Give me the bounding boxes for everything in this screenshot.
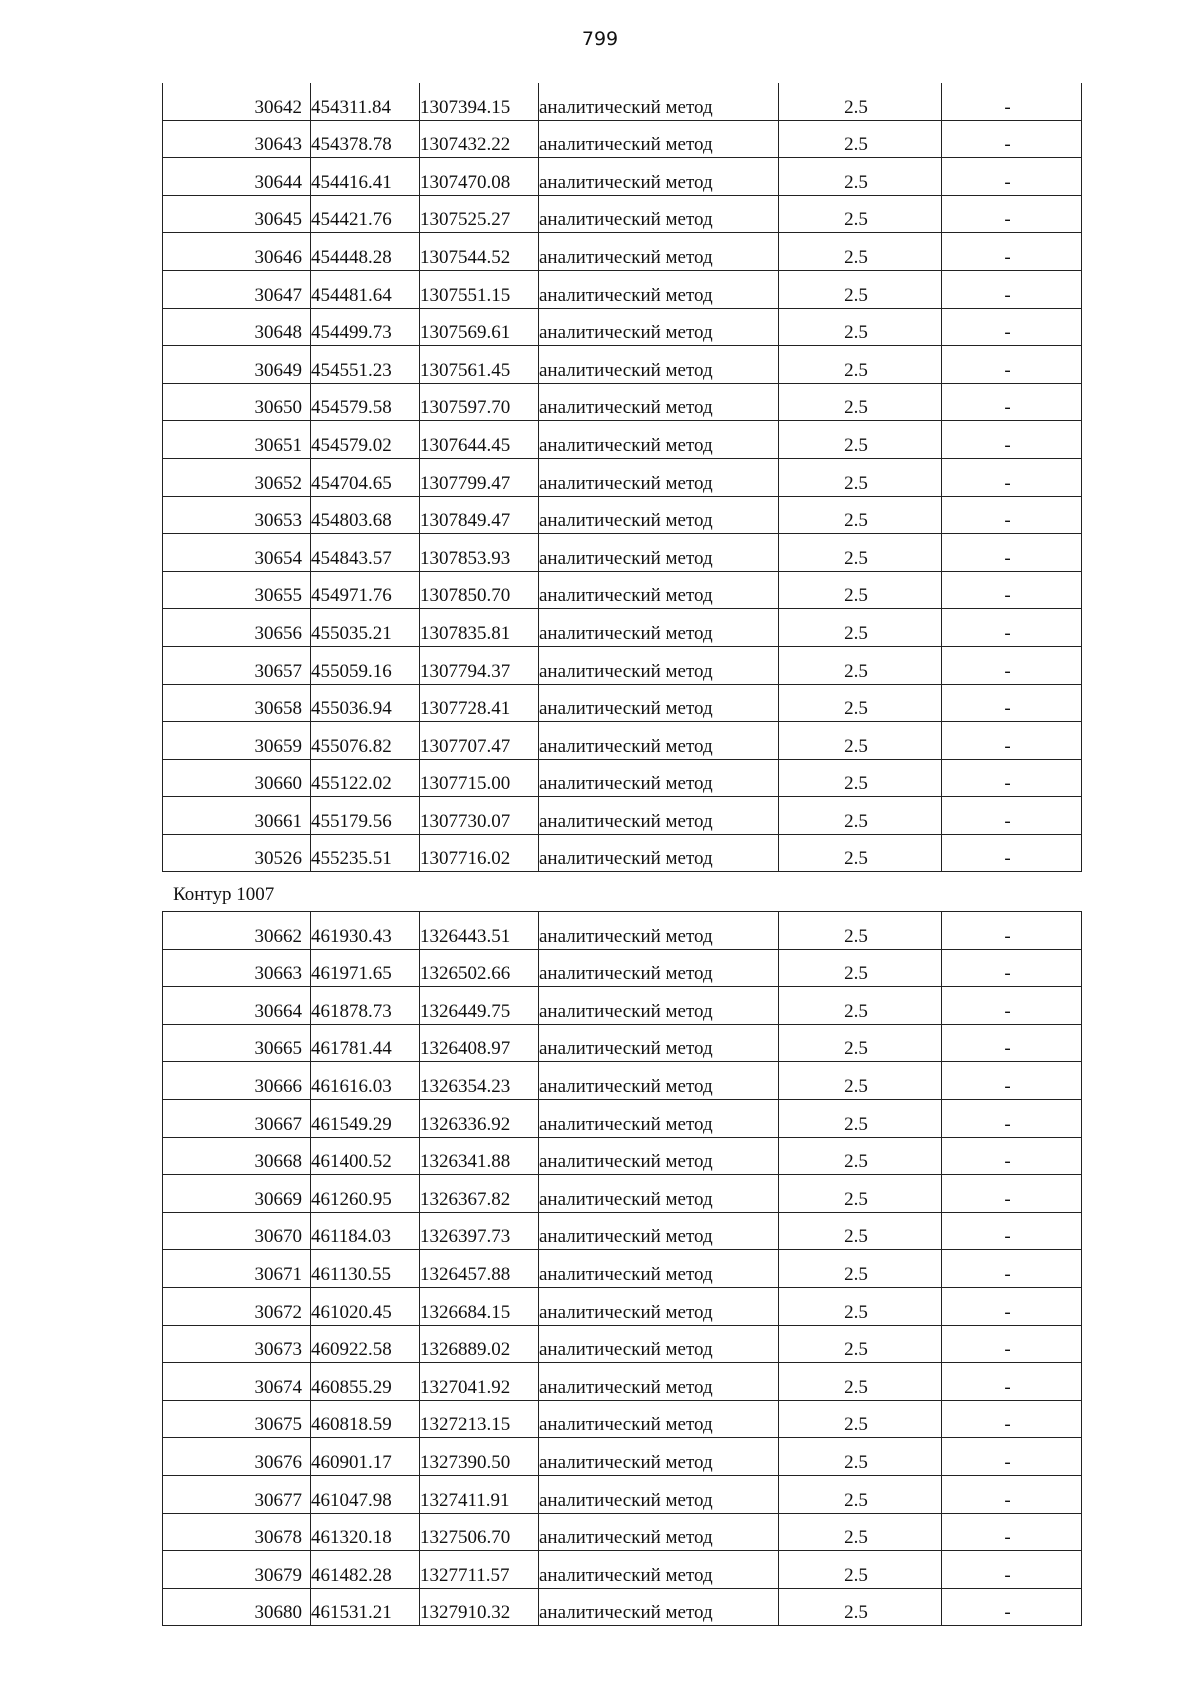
table-row bbox=[163, 797, 1082, 835]
x-coordinate-cell: 461531.21 bbox=[311, 1588, 420, 1626]
y-coordinate-cell: 1326397.73 bbox=[420, 1212, 539, 1250]
x-coordinate-cell: 461400.52 bbox=[311, 1137, 420, 1175]
note-cell: - bbox=[942, 308, 1082, 346]
table-row bbox=[163, 646, 1082, 684]
note-cell: - bbox=[942, 646, 1082, 684]
accuracy-cell: 2.5 bbox=[779, 1513, 942, 1551]
y-coordinate-cell: 1307544.52 bbox=[420, 233, 539, 271]
point-number-cell: 30674 bbox=[163, 1363, 311, 1401]
method-cell: аналитический метод bbox=[539, 1250, 779, 1288]
note-cell: - bbox=[942, 458, 1082, 496]
point-number-cell: 30675 bbox=[163, 1400, 311, 1438]
note-cell: - bbox=[942, 158, 1082, 196]
y-coordinate-cell: 1307569.61 bbox=[420, 308, 539, 346]
y-coordinate-cell: 1326457.88 bbox=[420, 1250, 539, 1288]
accuracy-cell: 2.5 bbox=[779, 722, 942, 760]
x-coordinate-cell: 460901.17 bbox=[311, 1438, 420, 1476]
method-cell: аналитический метод bbox=[539, 759, 779, 797]
accuracy-cell: 2.5 bbox=[779, 797, 942, 835]
method-cell: аналитический метод bbox=[539, 308, 779, 346]
y-coordinate-cell: 1326449.75 bbox=[420, 987, 539, 1025]
note-cell: - bbox=[942, 1099, 1082, 1137]
table-row bbox=[163, 1438, 1082, 1476]
y-coordinate-cell: 1307551.15 bbox=[420, 270, 539, 308]
point-number-cell: 30650 bbox=[163, 383, 311, 421]
x-coordinate-cell: 461930.43 bbox=[311, 912, 420, 950]
method-cell: аналитический метод bbox=[539, 1024, 779, 1062]
table-row bbox=[163, 1212, 1082, 1250]
accuracy-cell: 2.5 bbox=[779, 1099, 942, 1137]
y-coordinate-cell: 1327213.15 bbox=[420, 1400, 539, 1438]
accuracy-cell: 2.5 bbox=[779, 1212, 942, 1250]
note-cell: - bbox=[942, 1363, 1082, 1401]
point-number-cell: 30646 bbox=[163, 233, 311, 271]
method-cell: аналитический метод bbox=[539, 609, 779, 647]
method-cell: аналитический метод bbox=[539, 233, 779, 271]
accuracy-cell: 2.5 bbox=[779, 496, 942, 534]
table-row bbox=[163, 1513, 1082, 1551]
y-coordinate-cell: 1326443.51 bbox=[420, 912, 539, 950]
method-cell: аналитический метод bbox=[539, 571, 779, 609]
method-cell: аналитический метод bbox=[539, 1325, 779, 1363]
x-coordinate-cell: 454579.58 bbox=[311, 383, 420, 421]
accuracy-cell: 2.5 bbox=[779, 571, 942, 609]
note-cell: - bbox=[942, 1287, 1082, 1325]
x-coordinate-cell: 455122.02 bbox=[311, 759, 420, 797]
x-coordinate-cell: 461482.28 bbox=[311, 1551, 420, 1589]
point-number-cell: 30672 bbox=[163, 1287, 311, 1325]
x-coordinate-cell: 460855.29 bbox=[311, 1363, 420, 1401]
x-coordinate-cell: 461781.44 bbox=[311, 1024, 420, 1062]
note-cell: - bbox=[942, 346, 1082, 384]
table-row bbox=[163, 83, 1082, 120]
table-row bbox=[163, 609, 1082, 647]
x-coordinate-cell: 461320.18 bbox=[311, 1513, 420, 1551]
y-coordinate-cell: 1307728.41 bbox=[420, 684, 539, 722]
method-cell: аналитический метод bbox=[539, 83, 779, 120]
point-number-cell: 30664 bbox=[163, 987, 311, 1025]
x-coordinate-cell: 460818.59 bbox=[311, 1400, 420, 1438]
point-number-cell: 30666 bbox=[163, 1062, 311, 1100]
method-cell: аналитический метод bbox=[539, 1175, 779, 1213]
note-cell: - bbox=[942, 534, 1082, 572]
note-cell: - bbox=[942, 949, 1082, 987]
note-cell: - bbox=[942, 270, 1082, 308]
method-cell: аналитический метод bbox=[539, 1475, 779, 1513]
table-row bbox=[163, 1551, 1082, 1589]
table-row bbox=[163, 759, 1082, 797]
accuracy-cell: 2.5 bbox=[779, 1588, 942, 1626]
table-row bbox=[163, 1024, 1082, 1062]
accuracy-cell: 2.5 bbox=[779, 421, 942, 459]
point-number-cell: 30676 bbox=[163, 1438, 311, 1476]
y-coordinate-cell: 1307730.07 bbox=[420, 797, 539, 835]
method-cell: аналитический метод bbox=[539, 1099, 779, 1137]
point-number-cell: 30644 bbox=[163, 158, 311, 196]
accuracy-cell: 2.5 bbox=[779, 1287, 942, 1325]
accuracy-cell: 2.5 bbox=[779, 987, 942, 1025]
accuracy-cell: 2.5 bbox=[779, 458, 942, 496]
y-coordinate-cell: 1307799.47 bbox=[420, 458, 539, 496]
point-number-cell: 30652 bbox=[163, 458, 311, 496]
method-cell: аналитический метод bbox=[539, 346, 779, 384]
point-number-cell: 30656 bbox=[163, 609, 311, 647]
table-row bbox=[163, 233, 1082, 271]
table-row bbox=[163, 1400, 1082, 1438]
note-cell: - bbox=[942, 722, 1082, 760]
point-number-cell: 30677 bbox=[163, 1475, 311, 1513]
table-row bbox=[163, 1062, 1082, 1100]
note-cell: - bbox=[942, 1062, 1082, 1100]
method-cell: аналитический метод bbox=[539, 458, 779, 496]
note-cell: - bbox=[942, 1400, 1082, 1438]
table-row bbox=[163, 346, 1082, 384]
method-cell: аналитический метод bbox=[539, 684, 779, 722]
y-coordinate-cell: 1307597.70 bbox=[420, 383, 539, 421]
x-coordinate-cell: 454448.28 bbox=[311, 233, 420, 271]
accuracy-cell: 2.5 bbox=[779, 1325, 942, 1363]
point-number-cell: 30665 bbox=[163, 1024, 311, 1062]
point-number-cell: 30662 bbox=[163, 912, 311, 950]
table-row bbox=[163, 912, 1082, 950]
point-number-cell: 30657 bbox=[163, 646, 311, 684]
point-number-cell: 30661 bbox=[163, 797, 311, 835]
method-cell: аналитический метод bbox=[539, 1137, 779, 1175]
y-coordinate-cell: 1307715.00 bbox=[420, 759, 539, 797]
point-number-cell: 30670 bbox=[163, 1212, 311, 1250]
point-number-cell: 30643 bbox=[163, 120, 311, 158]
accuracy-cell: 2.5 bbox=[779, 83, 942, 120]
x-coordinate-cell: 455179.56 bbox=[311, 797, 420, 835]
accuracy-cell: 2.5 bbox=[779, 1250, 942, 1288]
point-number-cell: 30659 bbox=[163, 722, 311, 760]
note-cell: - bbox=[942, 1438, 1082, 1476]
y-coordinate-cell: 1307561.45 bbox=[420, 346, 539, 384]
note-cell: - bbox=[942, 1137, 1082, 1175]
note-cell: - bbox=[942, 421, 1082, 459]
x-coordinate-cell: 454704.65 bbox=[311, 458, 420, 496]
point-number-cell: 30651 bbox=[163, 421, 311, 459]
note-cell: - bbox=[942, 834, 1082, 872]
x-coordinate-cell: 455059.16 bbox=[311, 646, 420, 684]
table-row bbox=[163, 722, 1082, 760]
x-coordinate-cell: 454378.78 bbox=[311, 120, 420, 158]
method-cell: аналитический метод bbox=[539, 1438, 779, 1476]
point-number-cell: 30671 bbox=[163, 1250, 311, 1288]
x-coordinate-cell: 460922.58 bbox=[311, 1325, 420, 1363]
y-coordinate-cell: 1307794.37 bbox=[420, 646, 539, 684]
point-number-cell: 30658 bbox=[163, 684, 311, 722]
method-cell: аналитический метод bbox=[539, 383, 779, 421]
contour-label: Контур 1007 bbox=[173, 884, 275, 905]
note-cell: - bbox=[942, 83, 1082, 120]
page-number: 799 bbox=[581, 28, 619, 50]
note-cell: - bbox=[942, 383, 1082, 421]
accuracy-cell: 2.5 bbox=[779, 1024, 942, 1062]
y-coordinate-cell: 1326336.92 bbox=[420, 1099, 539, 1137]
accuracy-cell: 2.5 bbox=[779, 270, 942, 308]
x-coordinate-cell: 461260.95 bbox=[311, 1175, 420, 1213]
method-cell: аналитический метод bbox=[539, 1588, 779, 1626]
y-coordinate-cell: 1326889.02 bbox=[420, 1325, 539, 1363]
point-number-cell: 30654 bbox=[163, 534, 311, 572]
point-number-cell: 30668 bbox=[163, 1137, 311, 1175]
x-coordinate-cell: 461184.03 bbox=[311, 1212, 420, 1250]
note-cell: - bbox=[942, 195, 1082, 233]
x-coordinate-cell: 461549.29 bbox=[311, 1099, 420, 1137]
y-coordinate-cell: 1307470.08 bbox=[420, 158, 539, 196]
method-cell: аналитический метод bbox=[539, 1212, 779, 1250]
y-coordinate-cell: 1307644.45 bbox=[420, 421, 539, 459]
x-coordinate-cell: 461047.98 bbox=[311, 1475, 420, 1513]
y-coordinate-cell: 1326408.97 bbox=[420, 1024, 539, 1062]
x-coordinate-cell: 454579.02 bbox=[311, 421, 420, 459]
x-coordinate-cell: 461130.55 bbox=[311, 1250, 420, 1288]
accuracy-cell: 2.5 bbox=[779, 1438, 942, 1476]
note-cell: - bbox=[942, 1250, 1082, 1288]
y-coordinate-cell: 1327390.50 bbox=[420, 1438, 539, 1476]
method-cell: аналитический метод bbox=[539, 1513, 779, 1551]
method-cell: аналитический метод bbox=[539, 1287, 779, 1325]
note-cell: - bbox=[942, 797, 1082, 835]
x-coordinate-cell: 455036.94 bbox=[311, 684, 420, 722]
point-number-cell: 30660 bbox=[163, 759, 311, 797]
table-row bbox=[163, 308, 1082, 346]
x-coordinate-cell: 454311.84 bbox=[311, 83, 420, 120]
x-coordinate-cell: 461971.65 bbox=[311, 949, 420, 987]
method-cell: аналитический метод bbox=[539, 158, 779, 196]
y-coordinate-cell: 1307849.47 bbox=[420, 496, 539, 534]
table-row bbox=[163, 1250, 1082, 1288]
accuracy-cell: 2.5 bbox=[779, 383, 942, 421]
method-cell: аналитический метод bbox=[539, 496, 779, 534]
accuracy-cell: 2.5 bbox=[779, 120, 942, 158]
accuracy-cell: 2.5 bbox=[779, 308, 942, 346]
point-number-cell: 30673 bbox=[163, 1325, 311, 1363]
method-cell: аналитический метод bbox=[539, 949, 779, 987]
accuracy-cell: 2.5 bbox=[779, 912, 942, 950]
note-cell: - bbox=[942, 609, 1082, 647]
y-coordinate-cell: 1307850.70 bbox=[420, 571, 539, 609]
note-cell: - bbox=[942, 1551, 1082, 1589]
table-row bbox=[163, 421, 1082, 459]
note-cell: - bbox=[942, 987, 1082, 1025]
point-number-cell: 30645 bbox=[163, 195, 311, 233]
accuracy-cell: 2.5 bbox=[779, 195, 942, 233]
coordinates-table-2 bbox=[162, 911, 1082, 1626]
x-coordinate-cell: 454551.23 bbox=[311, 346, 420, 384]
note-cell: - bbox=[942, 1513, 1082, 1551]
point-number-cell: 30663 bbox=[163, 949, 311, 987]
point-number-cell: 30649 bbox=[163, 346, 311, 384]
table-row bbox=[163, 571, 1082, 609]
y-coordinate-cell: 1307432.22 bbox=[420, 120, 539, 158]
table-row bbox=[163, 1287, 1082, 1325]
accuracy-cell: 2.5 bbox=[779, 233, 942, 271]
x-coordinate-cell: 455076.82 bbox=[311, 722, 420, 760]
accuracy-cell: 2.5 bbox=[779, 834, 942, 872]
table-row bbox=[163, 383, 1082, 421]
table-row bbox=[163, 270, 1082, 308]
point-number-cell: 30679 bbox=[163, 1551, 311, 1589]
note-cell: - bbox=[942, 120, 1082, 158]
note-cell: - bbox=[942, 1588, 1082, 1626]
note-cell: - bbox=[942, 233, 1082, 271]
method-cell: аналитический метод bbox=[539, 722, 779, 760]
x-coordinate-cell: 461878.73 bbox=[311, 987, 420, 1025]
point-number-cell: 30678 bbox=[163, 1513, 311, 1551]
table-row bbox=[163, 684, 1082, 722]
method-cell: аналитический метод bbox=[539, 646, 779, 684]
point-number-cell: 30526 bbox=[163, 834, 311, 872]
point-number-cell: 30647 bbox=[163, 270, 311, 308]
table-row bbox=[163, 987, 1082, 1025]
x-coordinate-cell: 454499.73 bbox=[311, 308, 420, 346]
accuracy-cell: 2.5 bbox=[779, 158, 942, 196]
note-cell: - bbox=[942, 1175, 1082, 1213]
accuracy-cell: 2.5 bbox=[779, 646, 942, 684]
accuracy-cell: 2.5 bbox=[779, 1551, 942, 1589]
x-coordinate-cell: 454481.64 bbox=[311, 270, 420, 308]
table-row bbox=[163, 496, 1082, 534]
y-coordinate-cell: 1326684.15 bbox=[420, 1287, 539, 1325]
note-cell: - bbox=[942, 571, 1082, 609]
table-row bbox=[163, 834, 1082, 872]
y-coordinate-cell: 1327506.70 bbox=[420, 1513, 539, 1551]
method-cell: аналитический метод bbox=[539, 797, 779, 835]
method-cell: аналитический метод bbox=[539, 912, 779, 950]
point-number-cell: 30653 bbox=[163, 496, 311, 534]
note-cell: - bbox=[942, 684, 1082, 722]
note-cell: - bbox=[942, 1024, 1082, 1062]
y-coordinate-cell: 1307707.47 bbox=[420, 722, 539, 760]
accuracy-cell: 2.5 bbox=[779, 1175, 942, 1213]
y-coordinate-cell: 1307853.93 bbox=[420, 534, 539, 572]
y-coordinate-cell: 1307525.27 bbox=[420, 195, 539, 233]
table-row bbox=[163, 1099, 1082, 1137]
note-cell: - bbox=[942, 1212, 1082, 1250]
method-cell: аналитический метод bbox=[539, 834, 779, 872]
accuracy-cell: 2.5 bbox=[779, 346, 942, 384]
table-row bbox=[163, 1137, 1082, 1175]
note-cell: - bbox=[942, 1475, 1082, 1513]
table-row bbox=[163, 458, 1082, 496]
point-number-cell: 30655 bbox=[163, 571, 311, 609]
y-coordinate-cell: 1327711.57 bbox=[420, 1551, 539, 1589]
table-row bbox=[163, 1588, 1082, 1626]
point-number-cell: 30669 bbox=[163, 1175, 311, 1213]
accuracy-cell: 2.5 bbox=[779, 949, 942, 987]
method-cell: аналитический метод bbox=[539, 534, 779, 572]
table-row bbox=[163, 1175, 1082, 1213]
method-cell: аналитический метод bbox=[539, 987, 779, 1025]
x-coordinate-cell: 461020.45 bbox=[311, 1287, 420, 1325]
x-coordinate-cell: 461616.03 bbox=[311, 1062, 420, 1100]
accuracy-cell: 2.5 bbox=[779, 1363, 942, 1401]
accuracy-cell: 2.5 bbox=[779, 534, 942, 572]
table-row bbox=[163, 949, 1082, 987]
accuracy-cell: 2.5 bbox=[779, 1475, 942, 1513]
y-coordinate-cell: 1327041.92 bbox=[420, 1363, 539, 1401]
y-coordinate-cell: 1326367.82 bbox=[420, 1175, 539, 1213]
note-cell: - bbox=[942, 759, 1082, 797]
y-coordinate-cell: 1327411.91 bbox=[420, 1475, 539, 1513]
note-cell: - bbox=[942, 912, 1082, 950]
y-coordinate-cell: 1307394.15 bbox=[420, 83, 539, 120]
table-row bbox=[163, 534, 1082, 572]
table-row bbox=[163, 1325, 1082, 1363]
method-cell: аналитический метод bbox=[539, 1551, 779, 1589]
accuracy-cell: 2.5 bbox=[779, 759, 942, 797]
accuracy-cell: 2.5 bbox=[779, 609, 942, 647]
method-cell: аналитический метод bbox=[539, 1363, 779, 1401]
accuracy-cell: 2.5 bbox=[779, 1400, 942, 1438]
point-number-cell: 30667 bbox=[163, 1099, 311, 1137]
table-row bbox=[163, 120, 1082, 158]
accuracy-cell: 2.5 bbox=[779, 1137, 942, 1175]
x-coordinate-cell: 454416.41 bbox=[311, 158, 420, 196]
method-cell: аналитический метод bbox=[539, 1062, 779, 1100]
note-cell: - bbox=[942, 1325, 1082, 1363]
table-row bbox=[163, 1363, 1082, 1401]
x-coordinate-cell: 454803.68 bbox=[311, 496, 420, 534]
x-coordinate-cell: 455235.51 bbox=[311, 834, 420, 872]
method-cell: аналитический метод bbox=[539, 421, 779, 459]
x-coordinate-cell: 454843.57 bbox=[311, 534, 420, 572]
table-row bbox=[163, 158, 1082, 196]
point-number-cell: 30648 bbox=[163, 308, 311, 346]
table-row bbox=[163, 1475, 1082, 1513]
y-coordinate-cell: 1326502.66 bbox=[420, 949, 539, 987]
x-coordinate-cell: 454971.76 bbox=[311, 571, 420, 609]
method-cell: аналитический метод bbox=[539, 195, 779, 233]
note-cell: - bbox=[942, 496, 1082, 534]
method-cell: аналитический метод bbox=[539, 1400, 779, 1438]
point-number-cell: 30642 bbox=[163, 83, 311, 120]
accuracy-cell: 2.5 bbox=[779, 684, 942, 722]
method-cell: аналитический метод bbox=[539, 270, 779, 308]
y-coordinate-cell: 1326354.23 bbox=[420, 1062, 539, 1100]
table-row bbox=[163, 195, 1082, 233]
x-coordinate-cell: 455035.21 bbox=[311, 609, 420, 647]
point-number-cell: 30680 bbox=[163, 1588, 311, 1626]
accuracy-cell: 2.5 bbox=[779, 1062, 942, 1100]
y-coordinate-cell: 1307716.02 bbox=[420, 834, 539, 872]
x-coordinate-cell: 454421.76 bbox=[311, 195, 420, 233]
y-coordinate-cell: 1326341.88 bbox=[420, 1137, 539, 1175]
method-cell: аналитический метод bbox=[539, 120, 779, 158]
y-coordinate-cell: 1327910.32 bbox=[420, 1588, 539, 1626]
y-coordinate-cell: 1307835.81 bbox=[420, 609, 539, 647]
coordinates-table-1 bbox=[162, 83, 1082, 872]
